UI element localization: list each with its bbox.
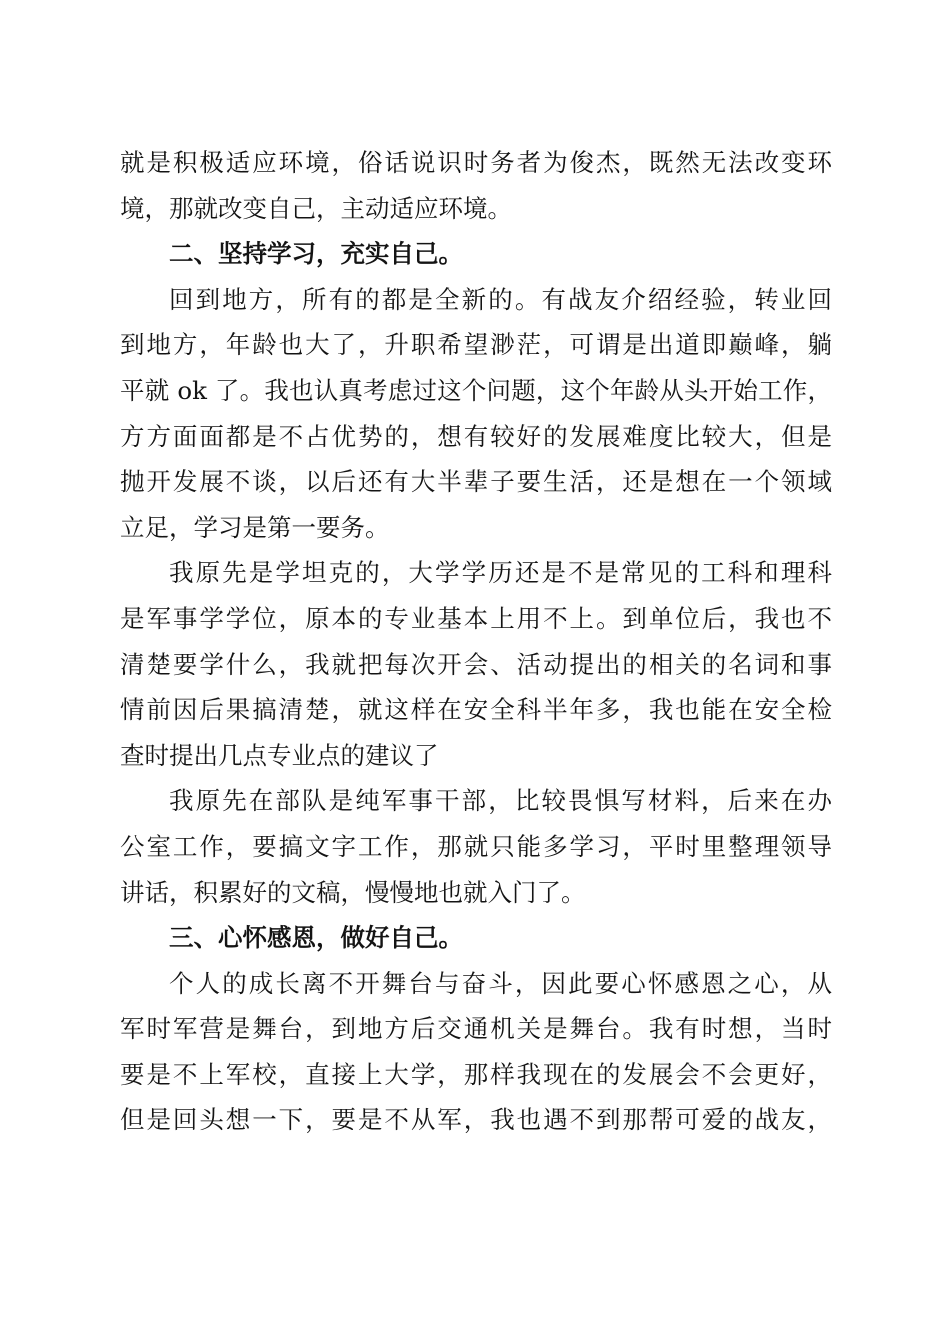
paragraph [120, 277, 832, 551]
text-line: 是军事学学位，原本的专业基本上用不上。到单位后，我也不 [120, 603, 832, 633]
text-line: 情前因后果搞清楚，就这样在安全科半年多，我也能在安全检 [120, 695, 832, 725]
text-line: 讲话，积累好的文稿，慢慢地也就入门了。 [120, 877, 586, 907]
text-line: 立足，学习是第一要务。 [120, 512, 390, 542]
text-line: 平就 ok 了。我也认真考虑过这个问题，这个年龄从头开始工作， [120, 375, 832, 405]
text-line: 回到地方，所有的都是全新的。有战友介绍经验，转业回 [169, 284, 832, 314]
text-line: 我原先是学坦克的，大学学历还是不是常见的工科和理科 [169, 558, 832, 588]
text-line: 个人的成长离不开舞台与奋斗，因此要心怀感恩之心，从 [169, 968, 832, 998]
text-line: 军时军营是舞台，到地方后交通机关是舞台。我有时想，当时 [120, 1014, 832, 1044]
text-line: 公室工作，要搞文字工作，那就只能多学习，平时里整理领导 [120, 831, 832, 861]
text-line: 但是回头想一下，要是不从军，我也遇不到那帮可爱的战友， [120, 1105, 832, 1135]
paragraph [120, 961, 832, 1143]
text-line: 我原先在部队是纯军事干部，比较畏惧写材料，后来在办 [169, 786, 832, 816]
paragraph [120, 550, 832, 778]
section-heading: 二、坚持学习，充实自己。 [169, 239, 463, 269]
text-line: 清楚要学什么，我就把每次开会、活动提出的相关的名词和事 [120, 649, 832, 679]
section-heading: 三、心怀感恩，做好自己。 [169, 923, 463, 953]
document-body [120, 140, 832, 1143]
text-line: 就是积极适应环境，俗话说识时务者为俊杰，既然无法改变环 [120, 148, 832, 177]
text-line: 方方面面都是不占优势的，想有较好的发展难度比较大，但是 [120, 421, 832, 451]
text-line: 境，那就改变自己，主动适应环境。 [120, 193, 512, 223]
text-line: 查时提出几点专业点的建议了 [120, 740, 439, 770]
paragraph [120, 140, 832, 231]
paragraph [120, 778, 832, 915]
text-line: 抛开发展不谈，以后还有大半辈子要生活，还是想在一个领域 [120, 467, 832, 497]
text-line: 到地方，年龄也大了，升职希望渺茫，可谓是出道即巅峰，躺 [120, 330, 832, 360]
text-line: 要是不上军校，直接上大学，那样我现在的发展会不会更好， [120, 1059, 832, 1089]
